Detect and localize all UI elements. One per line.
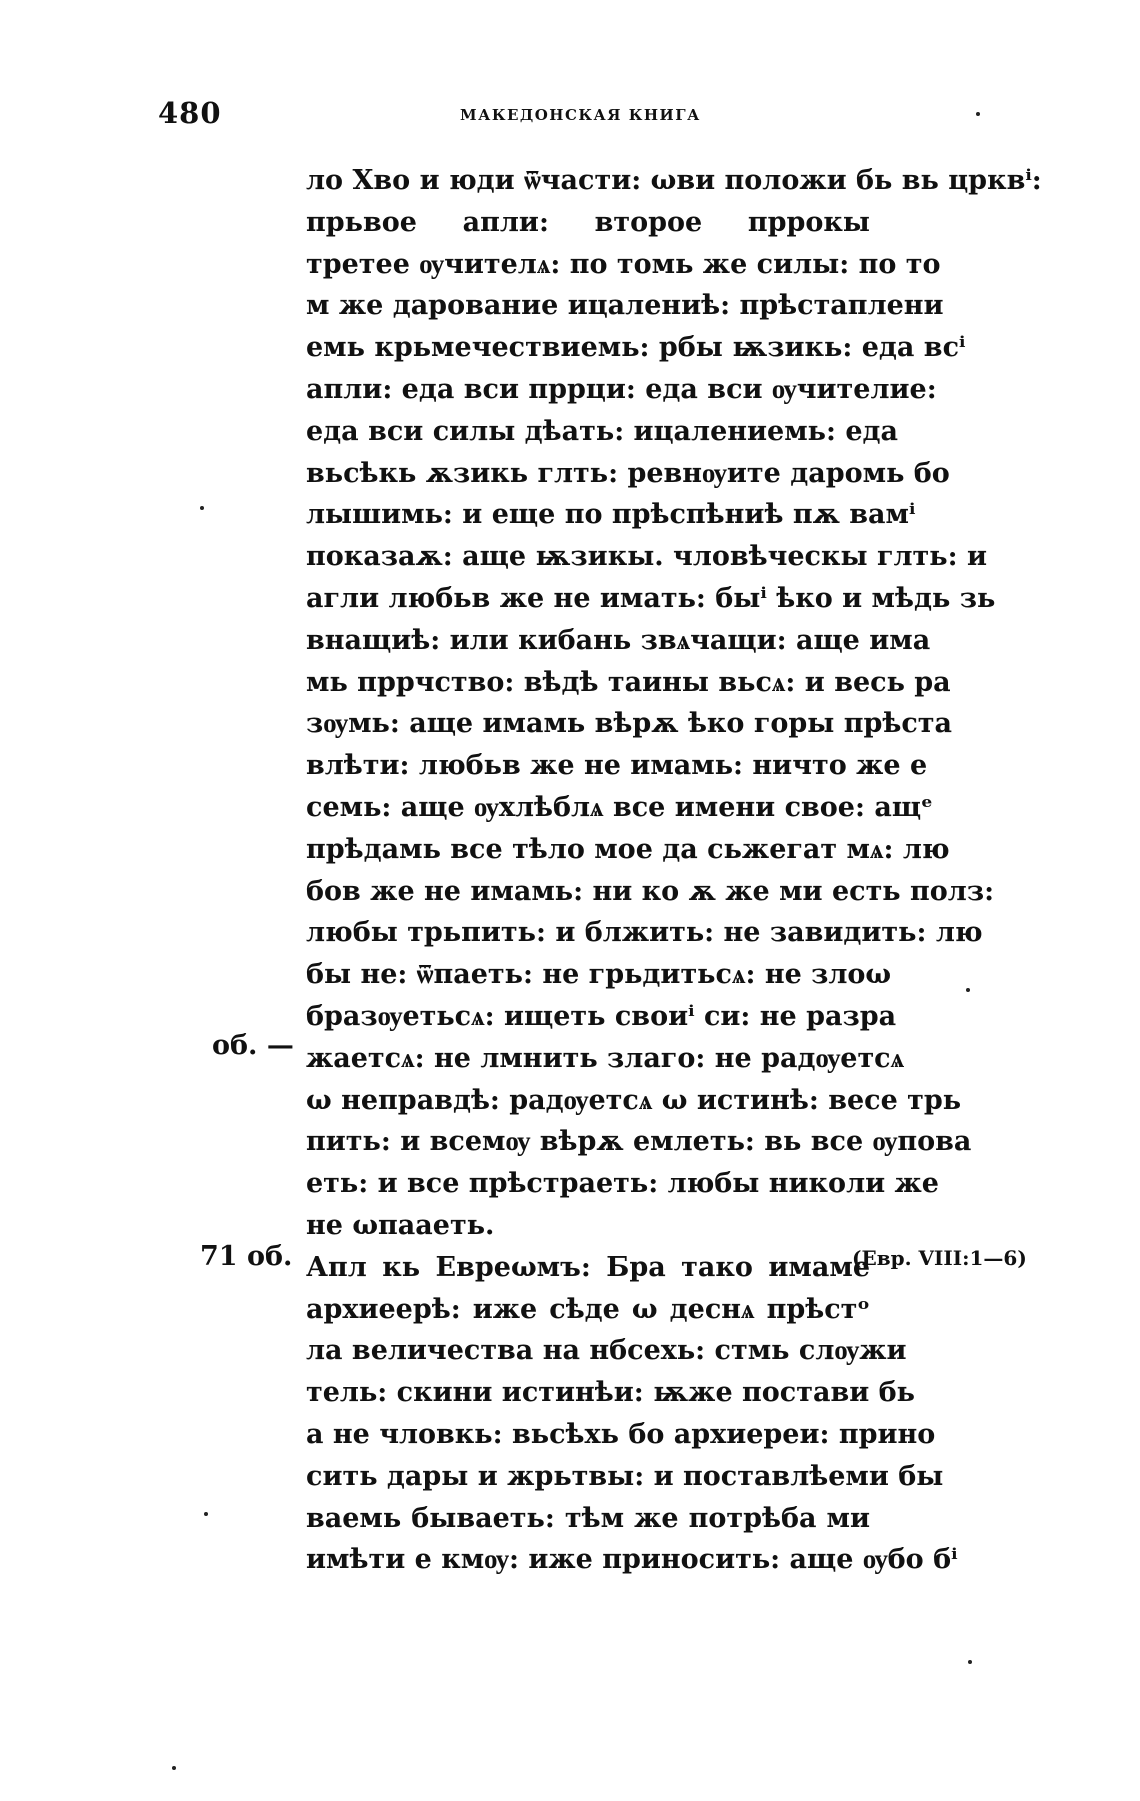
text-line: пить: и всемѹ вѣрѫ емлеть: вь все ѹпова [306, 1126, 972, 1158]
text-line: ω неправдѣ: радѹетсѧ ω истинѣ: весе трь [306, 1084, 962, 1116]
text-line: еда вси силы дѣать: ицалениемь: еда [306, 415, 899, 447]
text-line: бразѹетьсѧ: ищеть своиⁱ си: не разра [306, 1000, 897, 1032]
text-line: м же дарование ицалениѣ: прѣстаплени [306, 290, 944, 322]
text-line: внащиѣ: или кибань звѧчащи: аще има [306, 624, 931, 656]
text-line: емь крьмечествиемь: рбы ѭзикь: еда всⁱ [306, 332, 966, 364]
text-line: ла величества на нбсехь: стмь слѹжи [306, 1335, 907, 1367]
text-line: а не чловкь: вьсѣхь бо архиереи: прино [306, 1418, 936, 1450]
text-line: апли: еда вси пррци: еда вси ѹчителие: [306, 373, 937, 405]
text-line: любы трьпить: и блжить: не завидить: лю [306, 917, 983, 949]
text-line: ваемь бываеть: тѣм же потрѣба ми [306, 1502, 870, 1534]
margin-note-ob: об. — [212, 1030, 294, 1061]
print-speck [200, 506, 204, 510]
print-speck [968, 1660, 972, 1664]
text-line: бов же не имамь: ни ко ѫ же ми есть полз: [306, 875, 995, 907]
text-line: Апл кь Евреωмъ: Бра тако имаме [306, 1251, 870, 1283]
text-line: семь: аще ѹхлѣблѧ все имени свое: ащᵉ [306, 791, 934, 823]
text-line: не ωпааеть. [306, 1209, 495, 1241]
text-line: еть: и все прѣстраеть: любы николи же [306, 1168, 939, 1200]
text-line: агли любьв же не имать: быⁱ ѣко и мѣдь зь [306, 582, 996, 614]
text-line: бы не: ѿпаеть: не грьдитьсѧ: не злоω [306, 959, 892, 991]
text-line: прѣдамь все тѣло мое да сьжегат мѧ: лю [306, 833, 950, 865]
text-line: вьсѣкь ѫзикь глть: ревнѹите даромь бо [306, 457, 950, 489]
text-line: жаетсѧ: не лмнить злаго: не радѹетсѧ [306, 1042, 905, 1074]
margin-note-reference: (Евр. VIII:1—6) [852, 1246, 1027, 1270]
text-line: влѣти: любьв же не имамь: ничто же е [306, 750, 928, 782]
text-line: лышимь: и еще по прѣспѣниѣ пѫ вамⁱ [306, 499, 916, 531]
text-line: сить дары и жрьтвы: и поставлѣеми бы [306, 1460, 944, 1492]
text-line: третее ѹчителѧ: по томь же силы: по то [306, 248, 941, 280]
text-line: прьвое апли: второе пррокы [306, 206, 870, 238]
text-line: ло Хво и юди ѿчасти: ωви положи бь вь црквⁱ: [306, 165, 1042, 196]
text-line: показаѫ: аще ѭзикы. чловѣческы глть: и [306, 541, 987, 573]
print-speck [172, 1766, 176, 1770]
page-number: 480 [158, 96, 222, 130]
margin-note-folio: 71 об. [200, 1241, 293, 1272]
text-line: архиеерѣ: иже сѣде ω деснѧ прѣстᵒ [306, 1293, 870, 1325]
text-line: тель: скини истинѣи: ѭже постави бь [306, 1377, 915, 1409]
text-line: мь пррчство: вѣдѣ таины вьсѧ: и весь ра [306, 666, 951, 698]
text-line: зѹмь: аще имамь вѣрѫ ѣко горы прѣста [306, 708, 953, 740]
print-speck [966, 988, 970, 992]
print-speck [976, 112, 980, 116]
text-line: имѣти е кмѹ: иже приносить: аще ѹбо бⁱ [306, 1544, 958, 1576]
print-speck [204, 1512, 208, 1516]
running-header: МАКЕДОНСКАЯ КНИГА [460, 106, 701, 124]
